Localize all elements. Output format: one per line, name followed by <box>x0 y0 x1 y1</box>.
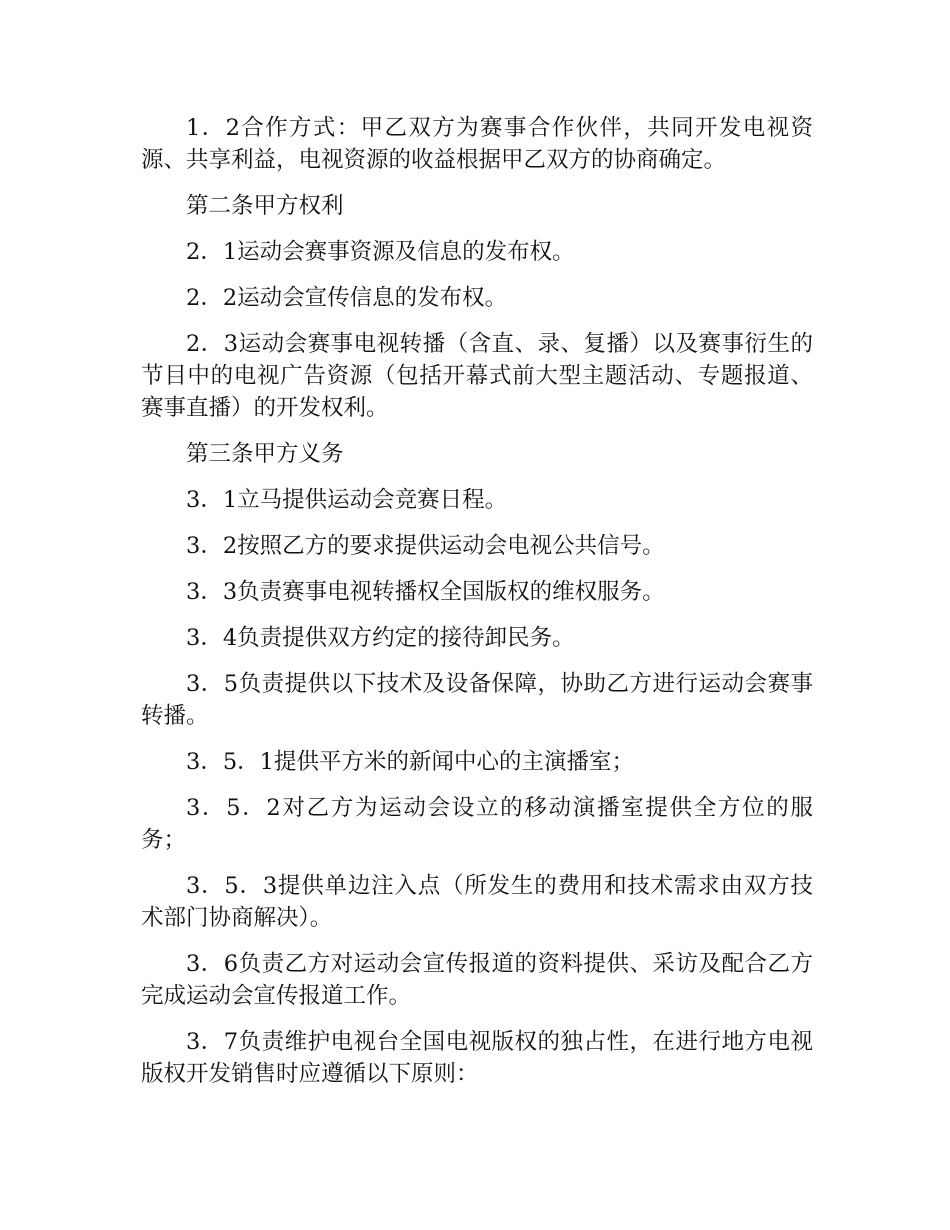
paragraph: 3．5．2对乙方为运动会设立的移动演播室提供全方位的服务； <box>141 795 813 853</box>
paragraph: 3．6负责乙方对运动会宣传报道的资料提供、采访及配合乙方完成运动会宣传报道工作。 <box>141 951 813 1009</box>
paragraph: 2．3运动会赛事电视转播（含直、录、复播）以及赛事衍生的节目中的电视广告资源（包括开幕式前大型主题活动、专题报道、赛事直播）的开发权利。 <box>141 331 813 421</box>
paragraph: 3．5．1提供平方米的新闻中心的主演播室； <box>186 749 634 775</box>
section-heading: 第三条甲方义务 <box>186 441 344 467</box>
paragraph: 2．1运动会赛事资源及信息的发布权。 <box>186 239 575 265</box>
document-body <box>141 112 813 1104</box>
paragraph: 3．7负责维护电视台全国电视版权的独占性，在进行地方电视版权开发销售时应遵循以下原则： <box>141 1029 813 1087</box>
paragraph: 3．5．3提供单边注入点（所发生的费用和技术需求由双方技术部门协商解决）。 <box>141 873 813 931</box>
paragraph: 3．3负责赛事电视转播权全国版权的维权服务。 <box>186 579 665 605</box>
paragraph: 3．2按照乙方的要求提供运动会电视公共信号。 <box>186 533 665 559</box>
section-heading: 第二条甲方权利 <box>186 193 344 219</box>
paragraph: 3．1立马提供运动会竞赛日程。 <box>186 487 508 513</box>
paragraph: 3．4负责提供双方约定的接待卸民务。 <box>186 625 575 651</box>
paragraph: 1．2合作方式：甲乙双方为赛事合作伙伴，共同开发电视资源、共享利益，电视资源的收益根据甲乙双方的协商确定。 <box>141 115 813 173</box>
paragraph: 3．5负责提供以下技术及设备保障，协助乙方进行运动会赛事转播。 <box>141 671 813 729</box>
paragraph: 2．2运动会宣传信息的发布权。 <box>186 285 508 311</box>
